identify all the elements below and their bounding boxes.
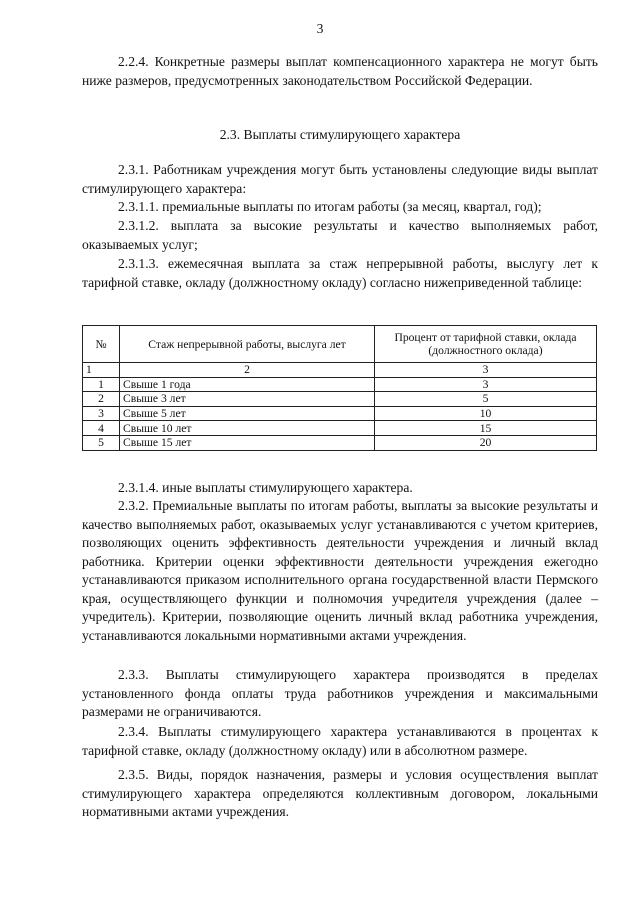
row-percent: 10 <box>375 406 597 421</box>
numbering-cell: 3 <box>375 363 597 378</box>
row-percent: 5 <box>375 392 597 407</box>
row-seniority: Свыше 1 года <box>120 377 375 392</box>
table-row <box>83 377 597 392</box>
paragraph-2-3-1: 2.3.1. Работникам учреждения могут быть установлены следующие виды выплат стимулирующего характера: <box>82 162 598 196</box>
table-row <box>83 406 597 421</box>
table-row <box>83 421 597 436</box>
seniority-table <box>82 325 597 451</box>
section-heading: 2.3. Выплаты стимулирующего характера <box>219 127 461 142</box>
paragraph-2-3-1-4: 2.3.1.4. иные выплаты стимулирующего характера. <box>118 480 413 495</box>
row-number: 3 <box>83 406 120 421</box>
paragraph-2-3-1-2: 2.3.1.2. выплата за высокие результаты и качество выполняемых работ, оказываемых услуг; <box>82 218 598 252</box>
paragraph-2-3-2: 2.3.2. Премиальные выплаты по итогам работы, выплаты за высокие результаты и качество выполняемых работ, оказываемых услуг устанавливаются с учетом критериев, позволяющих оценить эффективность деятельности учреждения и личный вклад работника. Критерии оценки эффективности деятельности учреждения ежегодно устанавливаются приказом исполнительного органа государственной власти Пермского края, осуществляющего функции и полномочия учредителя учреждения (далее – учредитель). Критерии, позволяющие оценить личный вклад работника учреждения, устанавливаются локальными нормативными актами учреждения. <box>82 498 598 643</box>
row-seniority: Свыше 3 лет <box>120 392 375 407</box>
row-percent: 3 <box>375 377 597 392</box>
row-percent: 20 <box>375 435 597 450</box>
header-seniority: Стаж непрерывной работы, выслуга лет <box>120 326 375 363</box>
table-header-row <box>83 326 597 363</box>
row-percent: 15 <box>375 421 597 436</box>
header-number: № <box>83 326 120 363</box>
row-seniority: Свыше 10 лет <box>120 421 375 436</box>
paragraph-2-3-1-1: 2.3.1.1. премиальные выплаты по итогам работы (за месяц, квартал, год); <box>118 199 542 214</box>
numbering-cell: 2 <box>120 363 375 378</box>
page-number: 3 <box>316 21 324 36</box>
table-numbering-row <box>83 363 597 378</box>
paragraph-2-2-4: 2.2.4. Конкретные размеры выплат компенсационного характера не могут быть ниже размеров, предусмотренных законодательством Российской Федерации. <box>82 54 598 88</box>
paragraph-2-3-3: 2.3.3. Выплаты стимулирующего характера производятся в пределах установленного фонда оплаты труда работников учреждения и максимальными размерами не ограничиваются. <box>82 667 598 719</box>
paragraph-2-3-1-3: 2.3.1.3. ежемесячная выплата за стаж непрерывной работы, выслугу лет к тарифной ставке, окладу (должностному окладу) согласно нижеприведенной таблице: <box>82 256 598 290</box>
row-number: 5 <box>83 435 120 450</box>
header-percent: Процент от тарифной ставки, оклада (должностного оклада) <box>375 326 597 363</box>
row-seniority: Свыше 15 лет <box>120 435 375 450</box>
row-number: 2 <box>83 392 120 407</box>
table-row <box>83 435 597 450</box>
paragraph-2-3-5: 2.3.5. Виды, порядок назначения, размеры и условия осуществления выплат стимулирующего характера определяются коллективным договором, локальными нормативными актами учреждения. <box>82 767 598 819</box>
numbering-cell: 1 <box>83 363 120 378</box>
table-row <box>83 392 597 407</box>
paragraph-2-3-4: 2.3.4. Выплаты стимулирующего характера устанавливаются в процентах к тарифной ставке, окладу (должностному окладу) или в абсолютном размере. <box>82 724 598 758</box>
row-number: 1 <box>83 377 120 392</box>
row-seniority: Свыше 5 лет <box>120 406 375 421</box>
row-number: 4 <box>83 421 120 436</box>
